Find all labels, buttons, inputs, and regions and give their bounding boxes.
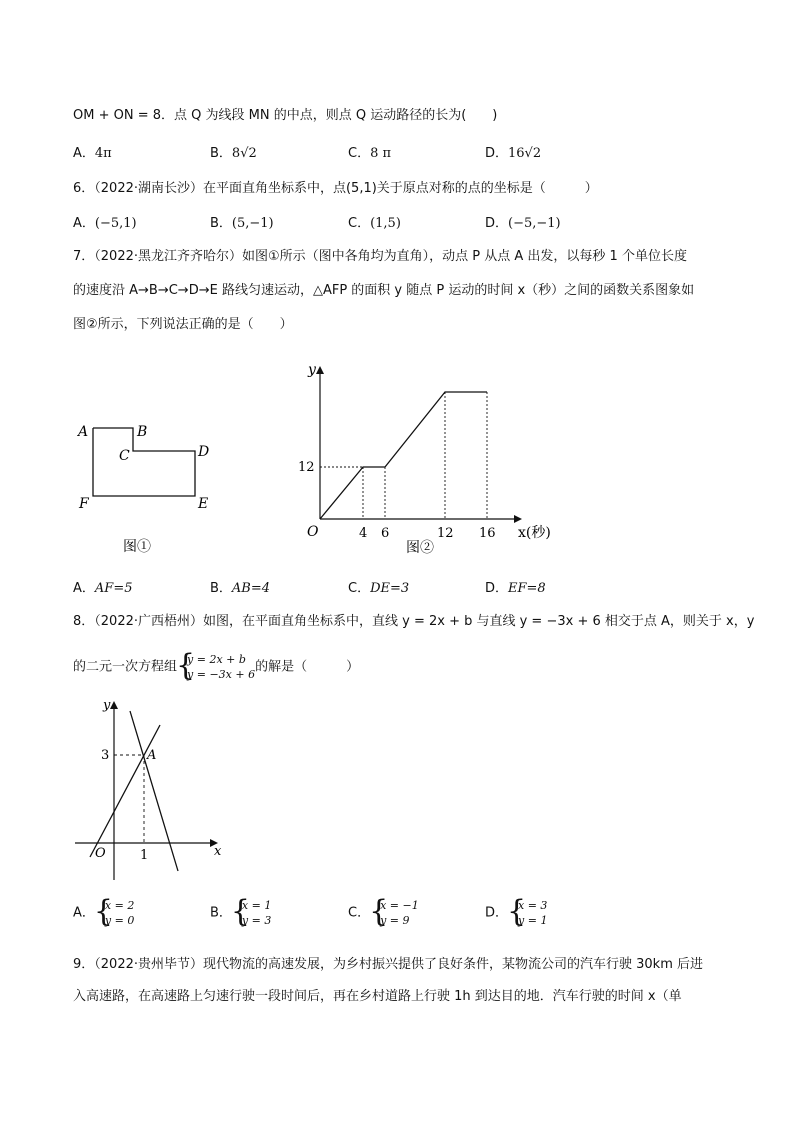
q7-stem-line2: 的速度沿 A→B→C→D→E 路线匀速运动，△AFP 的面积 y 随点 P 运动的时间 x（秒）之间的函数关系图象如 bbox=[73, 283, 695, 298]
q7-option-c: C．DE=3 bbox=[348, 581, 410, 596]
y-tick-12: 12 bbox=[298, 460, 315, 475]
q9-stem-line2: 入高速路，在高速路上匀速行驶一段时间后，再在乡村道路上行驶 1h 到达目的地．汽车行驶的时间 x（单 bbox=[73, 989, 682, 1004]
x-tick-6: 6 bbox=[381, 526, 390, 541]
x-tick-4: 4 bbox=[359, 526, 368, 541]
y-axis-arrow bbox=[110, 701, 118, 709]
q6-option-d: D．(−5,−1) bbox=[485, 216, 561, 231]
q6-option-c: C．(1,5) bbox=[348, 216, 401, 231]
x-axis-label: x(秒) bbox=[518, 525, 551, 541]
q8-stem-line2: 的二元一次方程组{ y = 2x + b y = −3x + 6的解是（ ） bbox=[73, 652, 359, 682]
label-f: F bbox=[79, 496, 89, 512]
q6-option-b: B．(5,−1) bbox=[210, 216, 274, 231]
y-tick-3: 3 bbox=[101, 748, 110, 763]
q5-option-a: A．4π bbox=[73, 146, 112, 161]
q8-option-d: D．{ x = 3 y = 1 bbox=[485, 898, 547, 929]
y-axis-label: y bbox=[308, 362, 316, 378]
q5-option-b: B．8√2 bbox=[210, 146, 257, 161]
x-tick-16: 16 bbox=[479, 526, 496, 541]
q9-stem-line1: 9．（2022·贵州毕节）现代物流的高速发展，为乡村振兴提供了良好条件，某物流公司的汽车行驶 30km 后进 bbox=[73, 957, 703, 972]
line-y-2x-b bbox=[90, 725, 160, 857]
q8-option-b: B．{ x = 1 y = 3 bbox=[210, 898, 271, 929]
q8-system: { y = 2x + b y = −3x + 6 bbox=[179, 652, 255, 682]
q8-option-c: C．{ x = −1 y = 9 bbox=[348, 898, 419, 929]
y-axis-arrow bbox=[316, 366, 324, 374]
fig2-caption: 图② bbox=[406, 540, 434, 556]
x-axis-label: x bbox=[214, 844, 222, 859]
q8-stem-line1: 8．（2022·广西梧州）如图，在平面直角坐标系中，直线 y = 2x + b 与直线 y = −3x + 6 相交于点 A，则关于 x，y bbox=[73, 614, 755, 629]
label-c: C bbox=[119, 448, 130, 464]
label-a: A bbox=[78, 424, 89, 440]
q7-stem-line1: 7．（2022·黑龙江齐齐哈尔）如图①所示（图中各角均为直角），动点 P 从点 A 出发，以每秒 1 个单位长度 bbox=[73, 249, 687, 264]
x-axis-arrow bbox=[514, 515, 522, 523]
q7-option-a: A．AF=5 bbox=[73, 581, 133, 596]
q7-option-b: B．AB=4 bbox=[210, 581, 271, 596]
y-axis-label: y bbox=[103, 698, 111, 713]
label-e: E bbox=[198, 496, 209, 512]
x-tick-12: 12 bbox=[437, 526, 454, 541]
q5-option-c: C．8 π bbox=[348, 146, 392, 161]
x-tick-1: 1 bbox=[140, 848, 149, 863]
q8-option-a: A．{ x = 2 y = 0 bbox=[73, 898, 134, 929]
point-a-label: A bbox=[147, 748, 157, 763]
origin-label: O bbox=[95, 846, 106, 861]
q7-figure-1 bbox=[70, 410, 220, 560]
q7-figure-2 bbox=[290, 360, 570, 560]
q5-option-d: D．16√2 bbox=[485, 146, 542, 161]
q7-option-d: D．EF=8 bbox=[485, 581, 546, 596]
origin-label: O bbox=[307, 524, 319, 540]
q8-figure bbox=[70, 695, 240, 890]
graph-line bbox=[320, 392, 487, 519]
q6-option-a: A．(−5,1) bbox=[73, 216, 137, 231]
label-d: D bbox=[198, 444, 210, 460]
fig1-caption: 图① bbox=[123, 539, 151, 555]
q7-stem-line3: 图②所示，下列说法正确的是（ ） bbox=[73, 317, 293, 332]
q5-stem: OM + ON = 8．点 Q 为线段 MN 的中点，则点 Q 运动路径的长为( ) bbox=[73, 108, 498, 123]
label-b: B bbox=[137, 424, 148, 440]
q6-stem: 6．（2022·湖南长沙）在平面直角坐标系中，点(5,1)关于原点对称的点的坐标是（ ） bbox=[73, 181, 598, 196]
